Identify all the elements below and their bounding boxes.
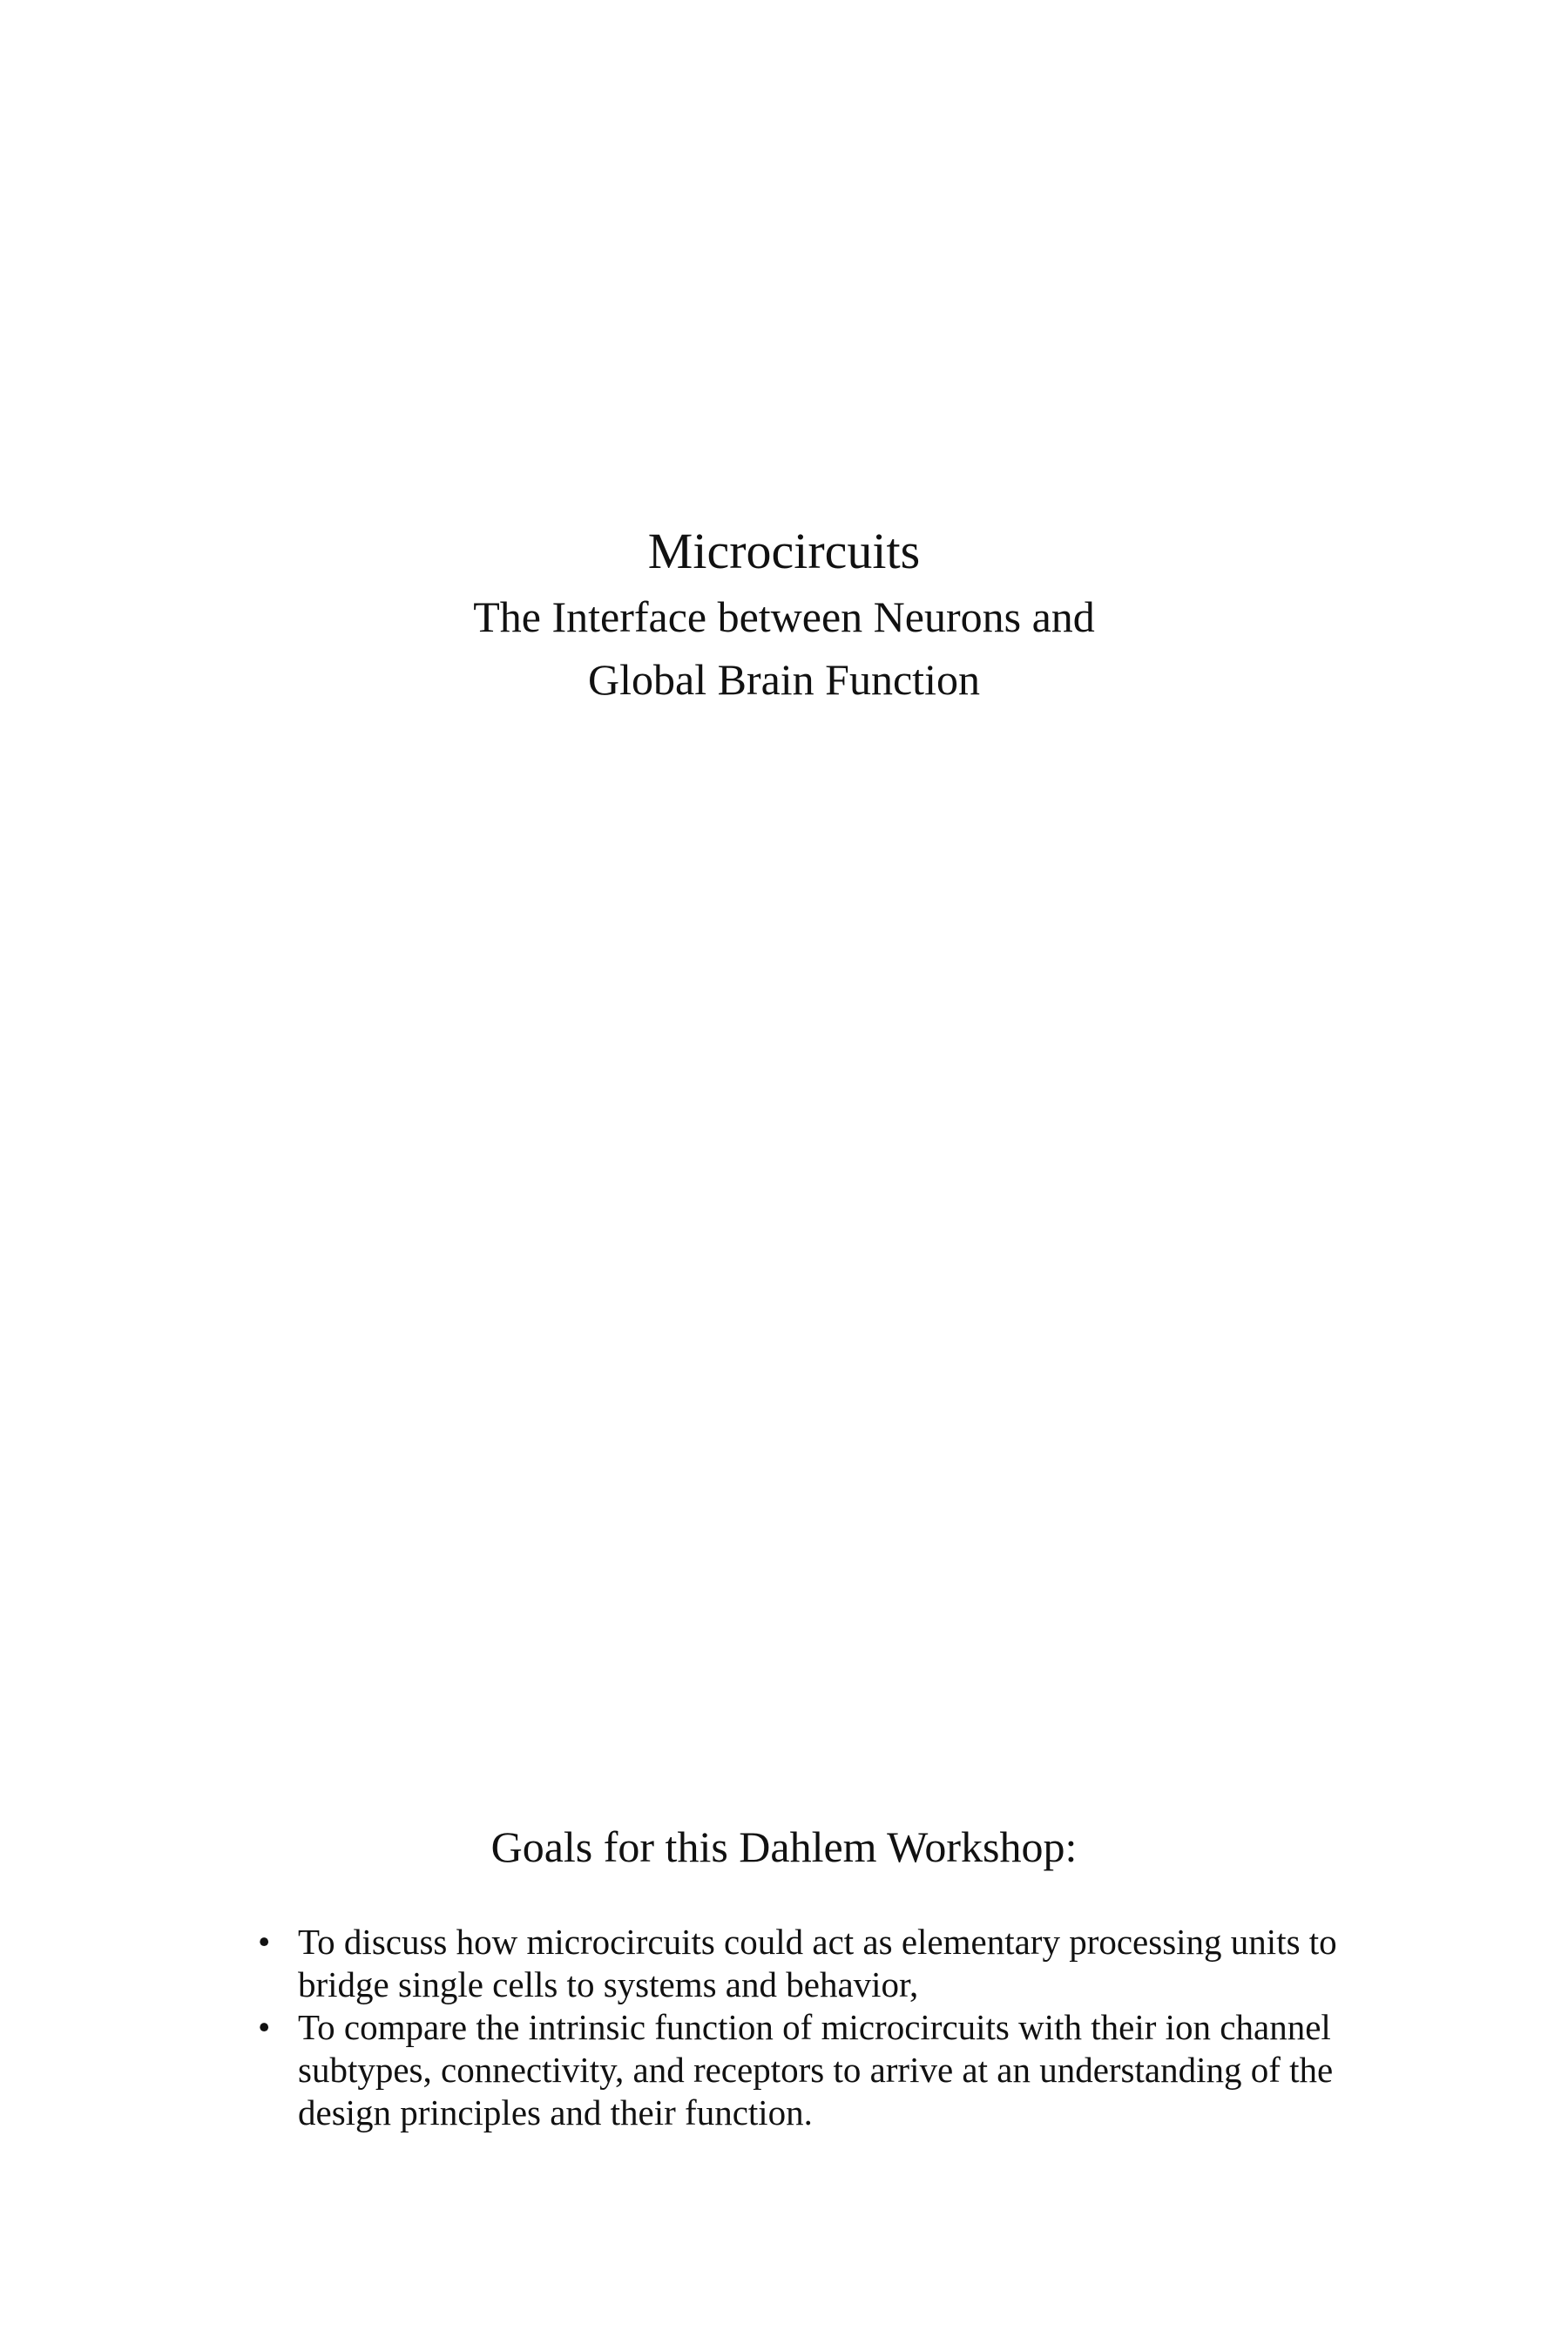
bullet-icon: • — [258, 1922, 271, 1962]
book-subtitle — [0, 585, 1568, 711]
goal-item-text: To compare the intrinsic function of microcircuits with their ion channel subtypes, connectivity, and receptors to arrive at an understanding of the design principles and their function. — [298, 2007, 1334, 2132]
subtitle-line-1: The Interface between Neurons and — [473, 592, 1095, 641]
book-title: Microcircuits — [647, 523, 921, 579]
subtitle-line-2: Global Brain Function — [588, 655, 980, 704]
goals-list — [258, 1921, 1364, 2134]
goal-item — [258, 2006, 1364, 2134]
goals-heading: Goals for this Dahlem Workshop: — [490, 1822, 1078, 1871]
goal-item-text: To discuss how microcircuits could act as elementary processing units to bridge single cells to systems and behavior, — [298, 1922, 1337, 2004]
bullet-icon: • — [258, 2007, 271, 2047]
goal-item — [258, 1921, 1364, 2006]
